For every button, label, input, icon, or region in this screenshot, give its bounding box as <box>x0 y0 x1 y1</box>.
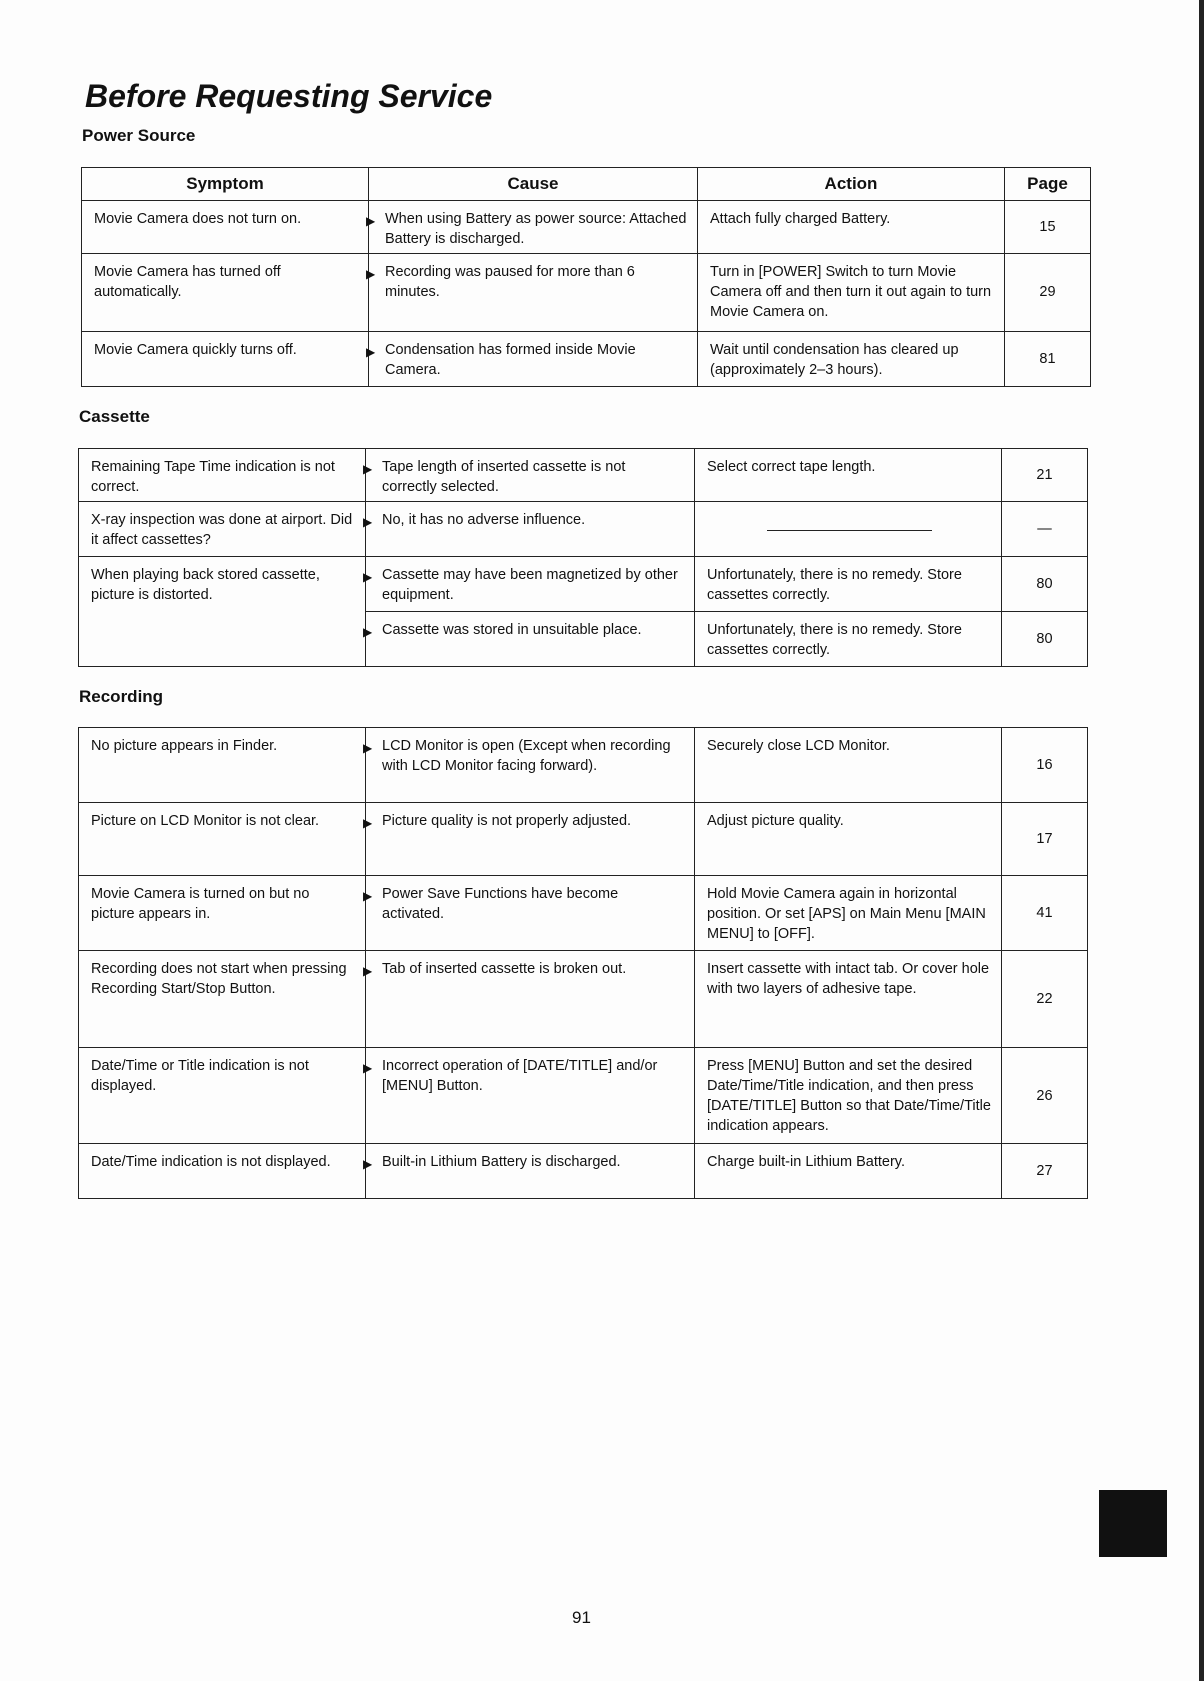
symptom-cell: Date/Time indication is not displayed. <box>79 1144 366 1199</box>
page-title: Before Requesting Service <box>85 78 493 114</box>
arrow-bullet-icon: ▶ <box>366 213 376 228</box>
arrow-bullet-icon: ▶ <box>363 515 373 529</box>
arrow-bullet-icon: ▶ <box>363 964 373 978</box>
symptom-cell: Recording does not start when pressing Recording Start/Stop Button. <box>79 951 366 1048</box>
page-ref-cell: 15 <box>1005 200 1091 253</box>
page-ref-cell: 80 <box>1002 557 1088 612</box>
table-row <box>82 200 1091 253</box>
column-header-symptom: Symptom <box>82 168 369 201</box>
page-ref-cell: 29 <box>1005 253 1091 331</box>
cause-cell <box>363 1048 695 1144</box>
symptom-cell: Movie Camera has turned off automatically. <box>82 253 369 331</box>
table-row <box>79 1048 1088 1144</box>
action-cell: Attach fully charged Battery. <box>698 200 1005 253</box>
cause-cell <box>363 728 695 803</box>
arrow-bullet-icon: ▶ <box>363 889 373 903</box>
cause-cell <box>363 1144 695 1199</box>
cause-text: Cassette may have been magnetized by other equipment. <box>382 567 678 603</box>
page-ref-cell: 41 <box>1002 876 1088 951</box>
cause-cell <box>363 951 695 1048</box>
cause-cell <box>363 557 695 612</box>
cause-text: No, it has no adverse influence. <box>382 512 586 528</box>
page-ref-cell: 17 <box>1002 803 1088 876</box>
action-cell: Adjust picture quality. <box>695 803 1002 876</box>
arrow-bullet-icon: ▶ <box>363 1061 373 1075</box>
page-ref-cell: 27 <box>1002 1144 1088 1199</box>
cause-cell <box>366 253 698 331</box>
arrow-bullet-icon: ▶ <box>366 344 376 359</box>
column-header-action: Action <box>698 168 1005 201</box>
cause-text: Tape length of inserted cassette is not correctly selected. <box>382 459 626 495</box>
arrow-bullet-icon: ▶ <box>363 462 373 476</box>
cause-text: Condensation has formed inside Movie Camera. <box>385 341 636 378</box>
arrow-bullet-icon: ▶ <box>363 816 373 830</box>
table-row <box>79 449 1088 502</box>
page-ref-cell: 16 <box>1002 728 1088 803</box>
page-ref-cell: 22 <box>1002 951 1088 1048</box>
cause-text: Recording was paused for more than 6 minutes. <box>385 263 635 300</box>
symptom-cell: X-ray inspection was done at airport. Did it affect cassettes? <box>79 502 366 557</box>
symptom-cell: When playing back stored cassette, picture is distorted. <box>79 557 366 667</box>
action-cell: Wait until condensation has cleared up (approximately 2–3 hours). <box>698 331 1005 386</box>
cause-text: LCD Monitor is open (Except when recording with LCD Monitor facing forward). <box>382 738 671 774</box>
section-tab-marker <box>1099 1490 1167 1557</box>
action-cell: Unfortunately, there is no remedy. Store cassettes correctly. <box>695 612 1002 667</box>
arrow-bullet-icon: ▶ <box>363 625 373 639</box>
arrow-bullet-icon: ▶ <box>363 741 373 755</box>
action-cell: Securely close LCD Monitor. <box>695 728 1002 803</box>
cause-text: Incorrect operation of [DATE/TITLE] and/or [MENU] Button. <box>382 1058 658 1094</box>
symptom-cell: Movie Camera does not turn on. <box>82 200 369 253</box>
troubleshooting-table <box>78 448 1088 667</box>
cause-text: Built-in Lithium Battery is discharged. <box>382 1154 621 1170</box>
action-cell: Insert cassette with intact tab. Or cover hole with two layers of adhesive tape. <box>695 951 1002 1048</box>
cause-cell <box>363 876 695 951</box>
column-header-cause: Cause <box>369 168 698 201</box>
page-ref-cell: 81 <box>1005 331 1091 386</box>
symptom-cell: Movie Camera quickly turns off. <box>82 331 369 386</box>
page-ref-cell: 21 <box>1002 449 1088 502</box>
cause-cell <box>366 331 698 386</box>
cause-cell <box>363 502 695 557</box>
cause-cell <box>363 612 695 667</box>
cause-text: Power Save Functions have become activated. <box>382 886 619 922</box>
troubleshooting-table <box>81 167 1091 387</box>
action-cell <box>695 502 1002 557</box>
table-row <box>79 876 1088 951</box>
cause-cell <box>363 449 695 502</box>
table-row <box>79 803 1088 876</box>
troubleshooting-table <box>78 727 1088 1199</box>
table-row <box>79 502 1088 557</box>
page-ref-cell: 80 <box>1002 612 1088 667</box>
cause-cell <box>366 200 698 253</box>
table-row <box>79 1144 1088 1199</box>
arrow-bullet-icon: ▶ <box>366 266 376 281</box>
cause-text: Tab of inserted cassette is broken out. <box>382 961 627 977</box>
action-cell: Charge built-in Lithium Battery. <box>695 1144 1002 1199</box>
arrow-bullet-icon: ▶ <box>363 1157 373 1171</box>
column-header-page: Page <box>1005 168 1091 201</box>
cause-text: When using Battery as power source: Attached Battery is discharged. <box>385 210 687 247</box>
section-heading: Cassette <box>79 407 150 426</box>
section-heading: Power Source <box>82 126 196 145</box>
page-ref-cell: — <box>1002 502 1088 557</box>
table-row <box>82 331 1091 386</box>
arrow-bullet-icon: ▶ <box>363 570 373 584</box>
action-cell: Turn in [POWER] Switch to turn Movie Camera off and then turn it out again to turn Movie Camera on. <box>698 253 1005 331</box>
cause-text: Cassette was stored in unsuitable place. <box>382 622 642 638</box>
no-action-dash <box>767 530 932 531</box>
symptom-cell: Remaining Tape Time indication is not correct. <box>79 449 366 502</box>
symptom-cell: No picture appears in Finder. <box>79 728 366 803</box>
table-row <box>79 728 1088 803</box>
page-ref-cell: 26 <box>1002 1048 1088 1144</box>
symptom-cell: Movie Camera is turned on but no picture appears in. <box>79 876 366 951</box>
section-heading: Recording <box>79 687 164 706</box>
symptom-cell: Date/Time or Title indication is not displayed. <box>79 1048 366 1144</box>
table-row <box>79 951 1088 1048</box>
page-number: 91 <box>572 1608 591 1627</box>
cause-cell <box>363 803 695 876</box>
action-cell: Hold Movie Camera again in horizontal position. Or set [APS] on Main Menu [MAIN MENU] to [OFF]. <box>695 876 1002 951</box>
action-cell: Press [MENU] Button and set the desired Date/Time/Title indication, and then press [DATE/TITLE] Button so that Date/Time/Title indication appears. <box>695 1048 1002 1144</box>
page-edge <box>1199 0 1204 1681</box>
cause-text: Picture quality is not properly adjusted. <box>382 813 632 829</box>
action-cell: Unfortunately, there is no remedy. Store cassettes correctly. <box>695 557 1002 612</box>
table-row <box>82 253 1091 331</box>
table-row <box>79 557 1088 612</box>
action-cell: Select correct tape length. <box>695 449 1002 502</box>
symptom-cell: Picture on LCD Monitor is not clear. <box>79 803 366 876</box>
